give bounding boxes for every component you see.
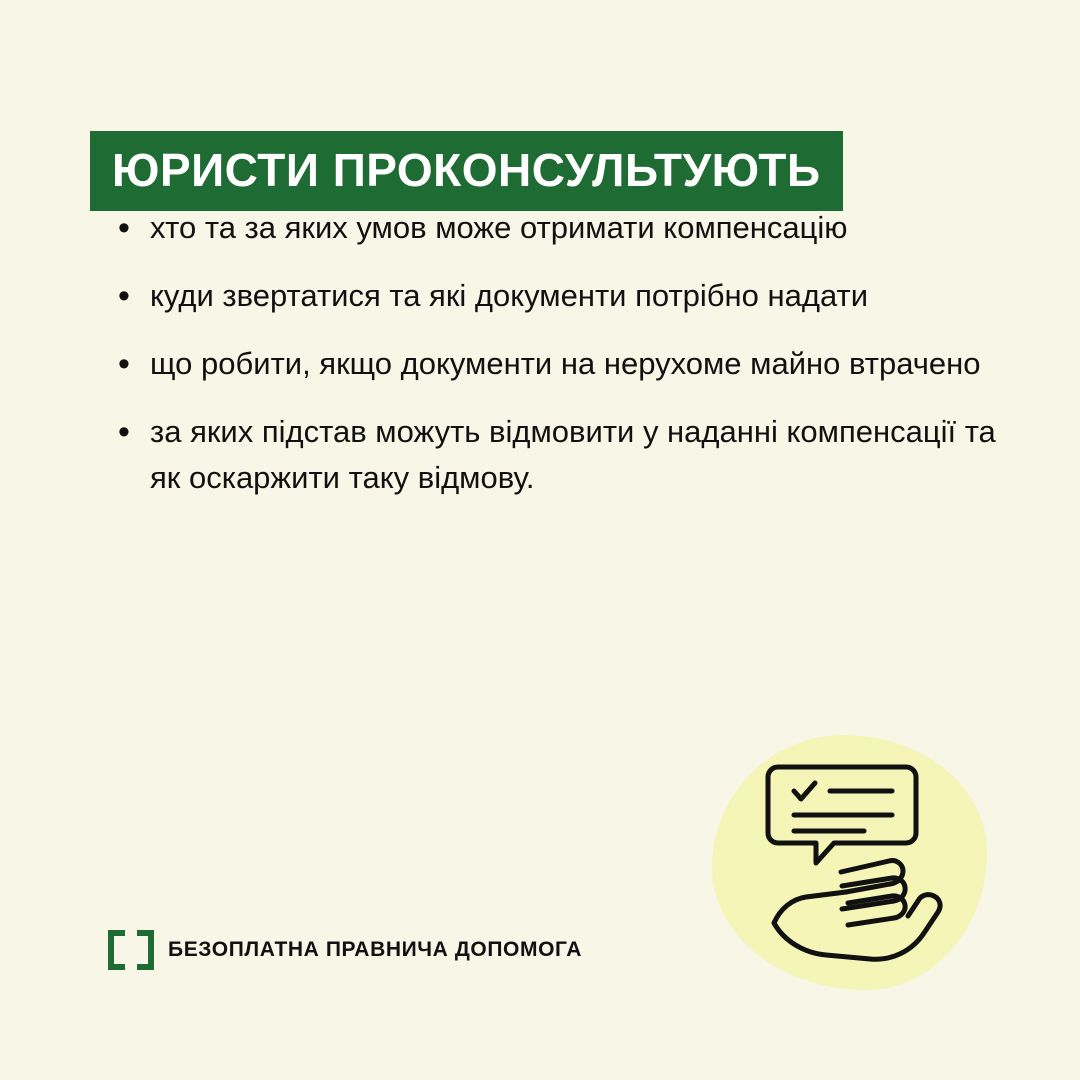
list-item — [118, 409, 998, 501]
bullet-dot-icon: • — [118, 413, 130, 451]
illustration — [712, 735, 987, 990]
list-item — [118, 273, 998, 319]
list-item-label: куди звертатися та які документи потрібно надати — [150, 278, 869, 313]
bullet-dot-icon: • — [118, 209, 130, 247]
logo — [108, 930, 582, 970]
page-title: ЮРИСТИ ПРОКОНСУЛЬТУЮТЬ — [90, 131, 843, 211]
hand-holding-checklist-chat-icon — [764, 757, 949, 962]
logo-text: БЕЗОПЛАТНА ПРАВНИЧА ДОПОМОГА — [168, 938, 582, 961]
bullet-dot-icon: • — [118, 277, 130, 315]
list-item-label: що робити, якщо документи на нерухоме майно втрачено — [150, 346, 981, 381]
list-item — [118, 341, 998, 387]
list-item-label: за яких підстав можуть відмовити у наданні компенсації та як оскаржити таку відмову. — [150, 414, 996, 495]
brackets-logo-mark-icon — [108, 930, 154, 970]
list-item — [118, 205, 998, 251]
bullet-dot-icon: • — [118, 345, 130, 383]
list-item-label: хто та за яких умов може отримати компенсацію — [150, 210, 848, 245]
bullet-list — [118, 205, 998, 523]
